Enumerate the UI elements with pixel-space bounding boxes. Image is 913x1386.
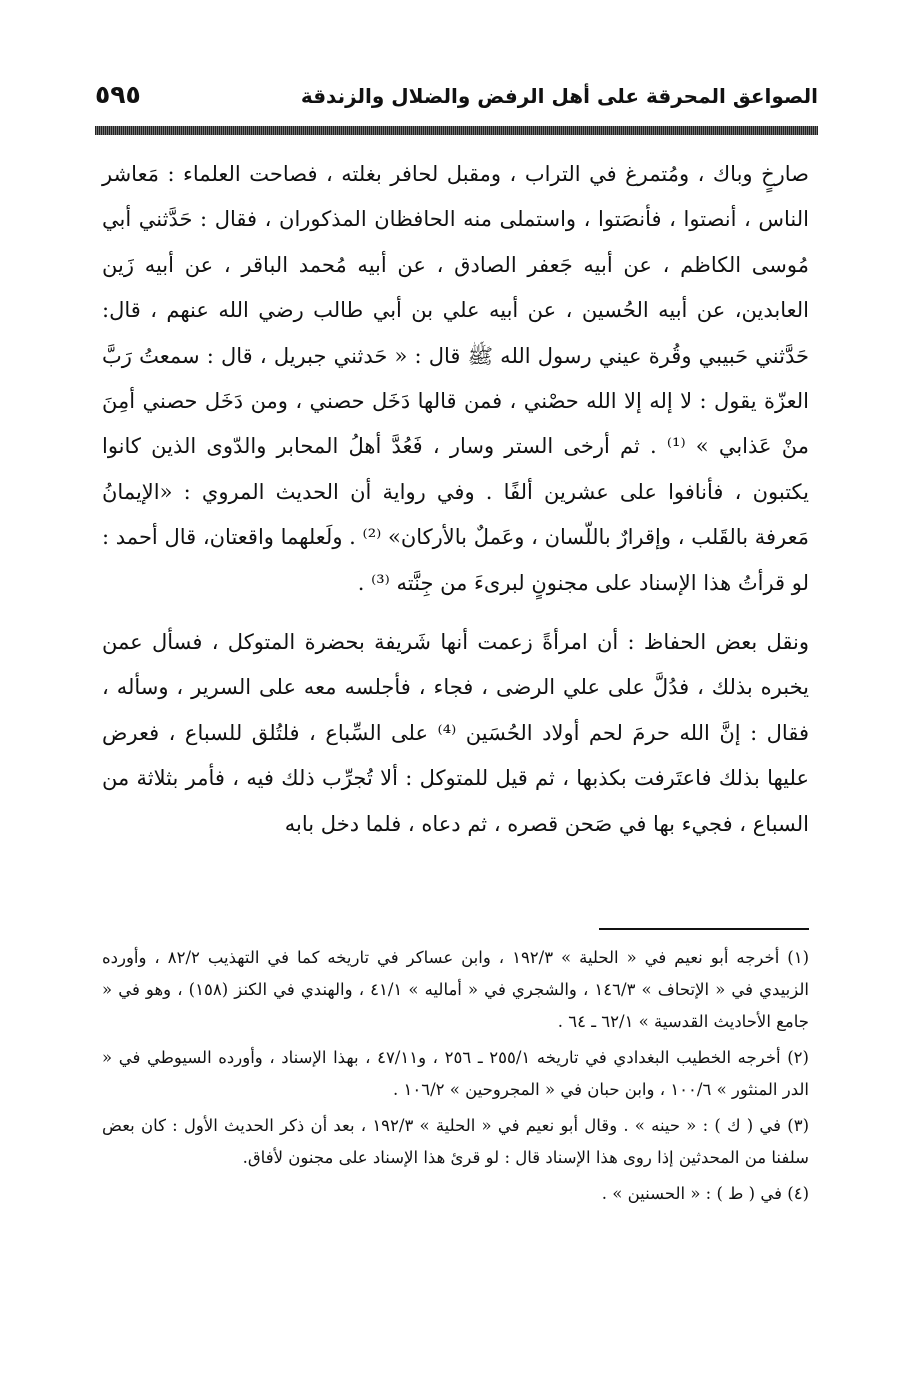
header-divider	[95, 126, 818, 135]
footnote: (١) أخرجه أبو نعيم في « الحلية » ١٩٢/٣ ، وابن عساكر في تاريخه كما في التهذيب ٨٢/٢ ، وأورده الزبيدي في « الإتحاف » ١٤٦/٣ ، والشجري في « أماليه » ٤١/١ ، والهندي في الكنز (١٥٨) ، وهو في « جامع الأحاديث القدسية » ٦٢/١ ـ ٦٤ .	[102, 948, 809, 1031]
footnote: (٤) في ( ط ) : « الحسنين » .	[601, 1184, 809, 1203]
page-number: ٥٩٥	[95, 80, 141, 109]
footnote: (٢) أخرجه الخطيب البغدادي في تاريخه ٢٥٥/١ ـ ٢٥٦ ، و٤٧/١١ ، بهذا الإسناد ، وأورده السيوطي في « الدر المنثور » ١٠٠/٦ ، وابن حبان في « المجروحين » ١٠٦/٢ .	[102, 1048, 809, 1099]
running-title: الصواعق المحرقة على أهل الرفض والضلال والزندقة	[300, 84, 818, 108]
page-header	[95, 80, 818, 120]
main-text	[102, 152, 809, 847]
body-paragraph: ونقل بعض الحفاظ : أن امرأةً زعمت أنها شَريفة بحضرة المتوكل ، فسأل عمن يخبره بذلك ، فدُلَّ على علي الرضى ، فجاء ، فأجلسه معه على السرير ، وسأله ، فقال : إنَّ الله حرمَ لحم أولاد الحُسَين ⁽⁴⁾ على السِّباع ، فلتُلق للسباع ، فعرض عليها بذلك فاعتَرفت بكذبها ، ثم قيل للمتوكل : ألا تُجرِّب ذلك فيه ، فأمر بثلاثة من السباع ، فجيء بها في صَحن قصره ، ثم دعاه ، فلما دخل بابه	[102, 630, 809, 836]
body-paragraph: صارخٍ وباك ، ومُتمرغ في التراب ، ومقبل لحافر بغلته ، فصاحت العلماء : مَعاشر الناس ، أنصتوا ، فأنصَتوا ، واستملى منه الحافظان المذكوران ، فقال : حَدَّثني أبي مُوسى الكاظم ، عن أبيه جَعفر الصادق ، عن أبيه مُحمد الباقر ، عن أبيه زَين العابدين، عن أبيه الحُسين ، عن أبيه علي بن أبي طالب رضي الله عنهم ، قال: حَدَّثني حَبيبي وقُرة عيني رسول الله ﷺ قال : « حَدثني جبريل ، قال : سمعتُ رَبَّ العزّة يقول : لا إله إلا الله حصْني ، فمن قالها دَخَل حصني ، ومن دَخَل حصني أمِنَ منْ عَذابي » ⁽¹⁾ . ثم أرخى الستر وسار ، فَعُدَّ أهلُ المحابر والدّوى الذين كانوا يكتبون ، فأنافوا على عشرين ألفًا . وفي رواية أن الحديث المروي : «الإيمانُ مَعرفة بالقَلب ، وإقرارٌ باللّسان ، وعَملٌ بالأركان» ⁽²⁾ . ولَعلهما واقعتان، قال أحمد : لو قرأتُ هذا الإسناد على مجنونٍ لبرىءَ من جِنَّته ⁽³⁾ .	[102, 162, 809, 595]
footnotes	[102, 942, 809, 1214]
footnote: (٣) في ( ك ) : « حينه » . وقال أبو نعيم في « الحلية » ١٩٢/٣ ، بعد أن ذكر الحديث الأول : كان بعض سلفنا من المحدثين إذا روى هذا الإسناد قال : لو قرئ هذا الإسناد على مجنون لأفاق.	[102, 1116, 809, 1167]
footnote-divider	[599, 928, 809, 930]
